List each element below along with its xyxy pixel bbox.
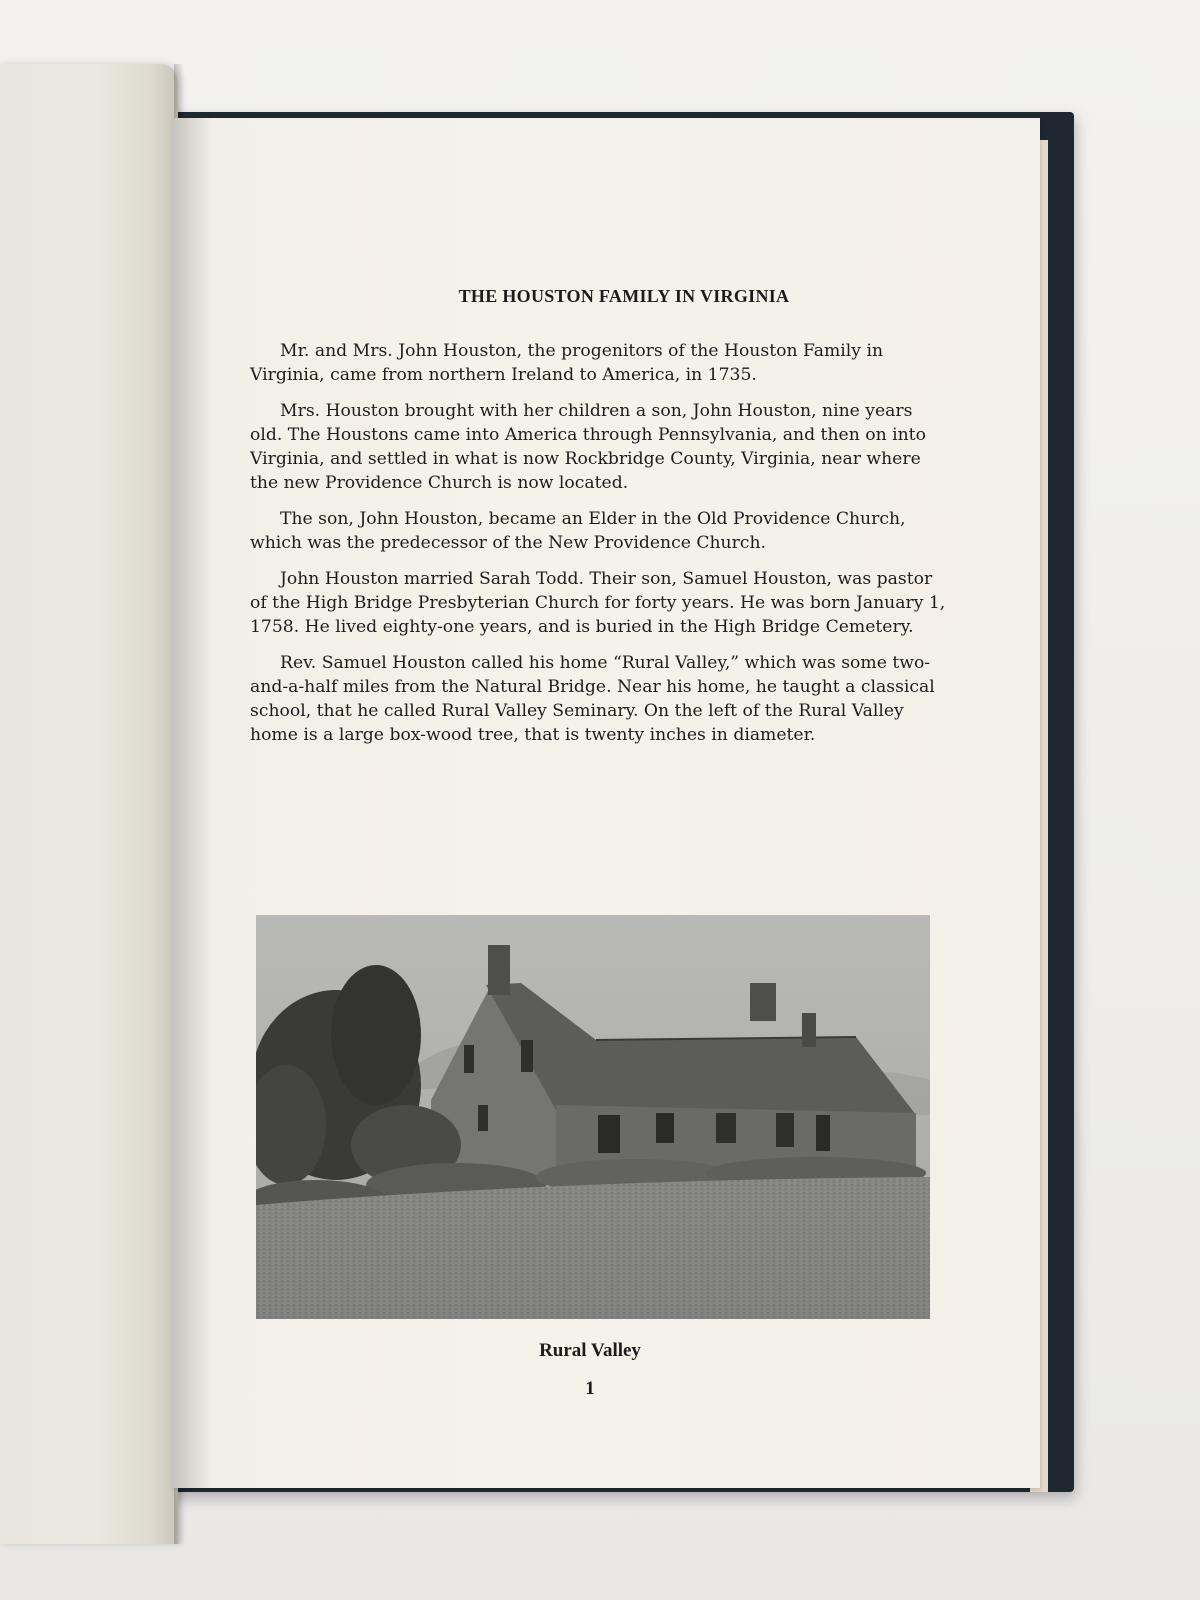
gutter-shadow	[172, 118, 212, 1488]
field-shade	[256, 1177, 930, 1319]
paragraph-5: Rev. Samuel Houston called his home “Rural Valley,” which was some two-and-a-half miles from the Natural Bridge. Near his home, he taught a classical school, that he called Rural Valley Seminary. On the left of the Rural Valley home is a large box-wood tree, that is twenty inches in diameter.	[250, 653, 935, 745]
left-page-curl	[0, 64, 178, 1544]
photo-caption: Rural Valley	[539, 1340, 641, 1361]
paragraph-3: The son, John Houston, became an Elder in the Old Providence Church, which was the predecessor of the New Providence Church.	[250, 509, 906, 553]
page-number: 1	[585, 1378, 595, 1399]
paragraph-4: John Houston married Sarah Todd. Their son, Samuel Houston, was pastor of the High Bridge Presbyterian Church for forty years. He was born January 1, 1758. He lived eighty-one years, and is buried in the High Bridge Cemetery.	[250, 569, 946, 637]
house-photo-illustration	[256, 915, 930, 1319]
rural-valley-photo	[256, 915, 930, 1319]
page-title: THE HOUSTON FAMILY IN VIRGINIA	[458, 286, 790, 306]
paragraph-1: Mr. and Mrs. John Houston, the progenitors of the Houston Family in Virginia, came from northern Ireland to America, in 1735.	[250, 341, 884, 385]
page-text-block	[250, 286, 950, 759]
paragraph-2: Mrs. Houston brought with her children a son, John Houston, nine years old. The Houstons came into America through Pennsylvania, and then on into Virginia, and settled in what is now Rockbridge County, Virginia, near where the new Providence Church is now located.	[250, 401, 926, 493]
